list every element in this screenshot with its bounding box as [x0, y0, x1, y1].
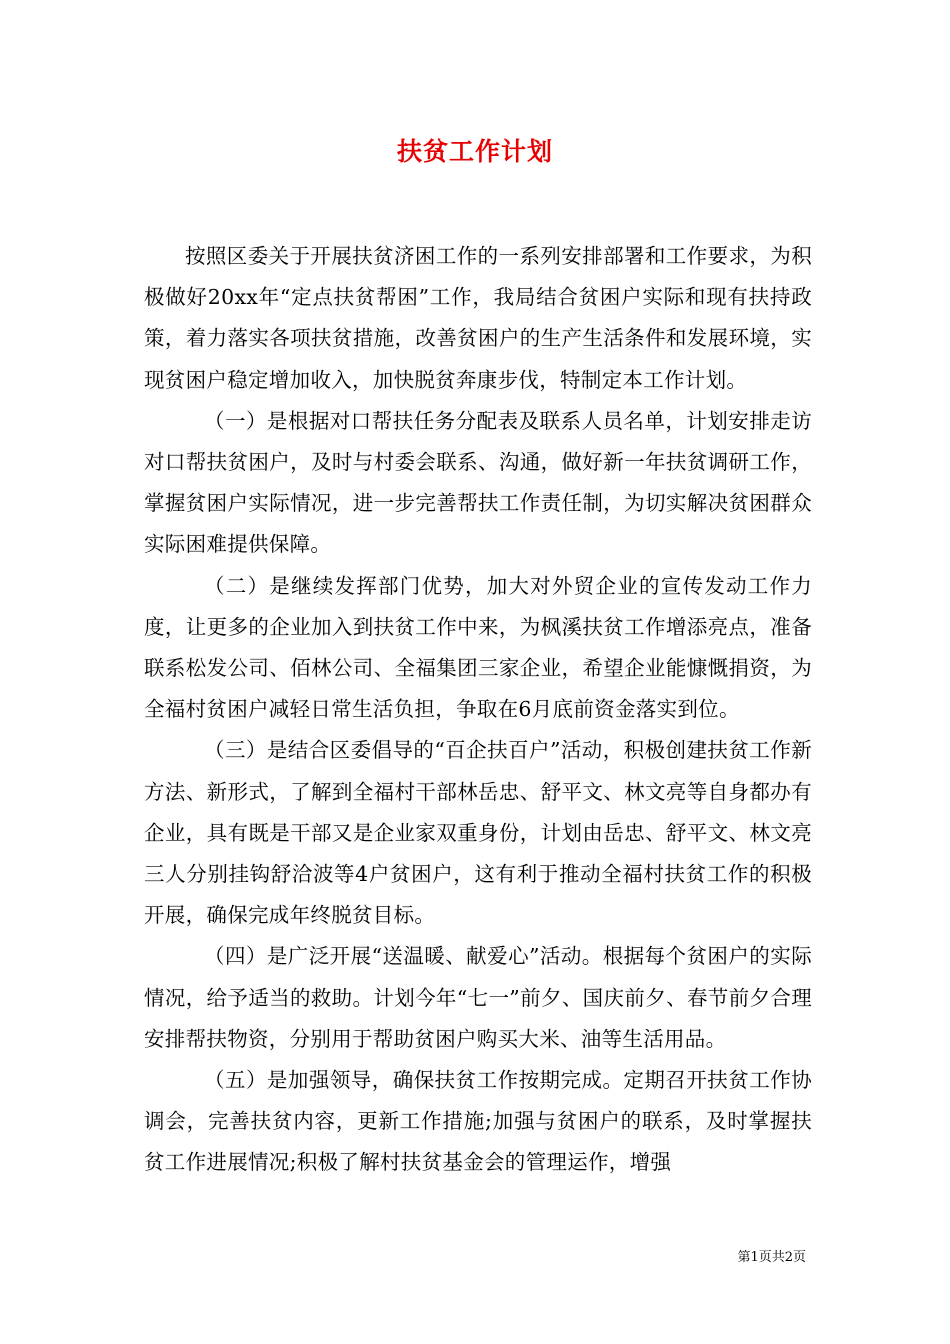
paragraph-item-4: （四）是广泛开展“送温暖、献爱心”活动。根据每个贫困户的实际情况，给予适当的救助。计划今年“七一”前夕、国庆前夕、春节前夕合理安排帮扶物资，分别用于帮助贫困户购买大米、油等生活用品。: [144, 944, 812, 1051]
paragraph-item-5: （五）是加强领导，确保扶贫工作按期完成。定期召开扶贫工作协调会，完善扶贫内容，更新工作措施;加强与贫困户的联系，及时掌握扶贫工作进展情况;积极了解村扶贫基金会的管理运作，增强: [144, 1068, 812, 1175]
document-body: [144, 236, 812, 1184]
page-number-footer: 第1页共2页: [737, 1250, 806, 1265]
paragraph-intro: 按照区委关于开展扶贫济困工作的一系列安排部署和工作要求，为积极做好20xx年“定点扶贫帮困”工作，我局结合贫困户实际和现有扶持政策，着力落实各项扶贫措施，改善贫困户的生产生活条件和发展环境，实现贫困户稳定增加收入，加快脱贫奔康步伐，特制定本工作计划。: [144, 244, 812, 392]
paragraph-item-2: （二）是继续发挥部门优势，加大对外贸企业的宣传发动工作力度，让更多的企业加入到扶贫工作中来，为枫溪扶贫工作增添亮点，准备联系松发公司、佰林公司、全福集团三家企业，希望企业能慷慨捐资，为全福村贫困户减轻日常生活负担，争取在6月底前资金落实到位。: [144, 573, 812, 722]
paragraph-item-1: （一）是根据对口帮扶任务分配表及联系人员名单，计划安排走访对口帮扶贫困户，及时与村委会联系、沟通，做好新一年扶贫调研工作，掌握贫困户实际情况，进一步完善帮扶工作责任制，为切实解决贫困群众实际困难提供保障。: [144, 408, 812, 557]
paragraph-item-3: （三）是结合区委倡导的“百企扶百户”活动，积极创建扶贫工作新方法、新形式，了解到全福村干部林岳忠、舒平文、林文亮等自身都办有企业，具有既是干部又是企业家双重身份，计划由岳忠、舒平文、林文亮三人分别挂钩舒洽波等4户贫困户，这有利于推动全福村扶贫工作的积极开展，确保完成年终脱贫目标。: [144, 738, 812, 928]
page-title: 扶贫工作计划: [396, 137, 553, 166]
